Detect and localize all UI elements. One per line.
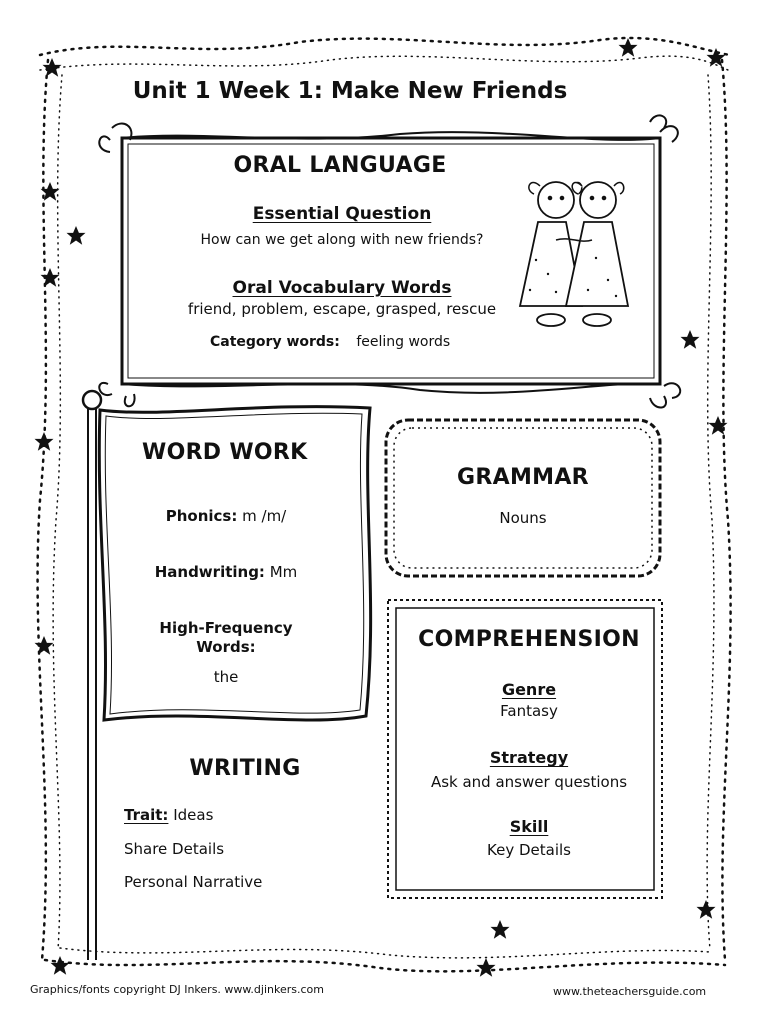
phonics-value: m /m/ <box>242 507 287 525</box>
high-frequency-label <box>126 619 326 657</box>
high-frequency-value: the <box>213 668 239 686</box>
handwriting-row <box>126 563 326 581</box>
trait-label: Trait: <box>124 806 169 824</box>
essential-question-text: How can we get along with new friends? <box>200 232 484 248</box>
skill-label: Skill <box>509 817 549 836</box>
footer-website: www.theteachersguide.com <box>553 985 707 998</box>
comprehension-heading: COMPREHENSION <box>418 627 640 652</box>
handwriting-value: Mm <box>269 563 298 581</box>
essential-question-label: Essential Question <box>252 204 432 224</box>
oral-vocabulary-label: Oral Vocabulary Words <box>232 278 452 298</box>
writing-heading: WRITING <box>189 756 301 781</box>
strategy-value: Ask and answer questions <box>430 773 628 791</box>
writing-line-share-details: Share Details <box>124 840 225 858</box>
category-words-value: feeling words <box>356 334 451 350</box>
writing-line-personal-narrative: Personal Narrative <box>124 873 263 891</box>
trait-value: Ideas <box>173 806 214 824</box>
footer-copyright: Graphics/fonts copyright DJ Inkers. www.djinkers.com <box>30 983 324 996</box>
page-title: Unit 1 Week 1: Make New Friends <box>132 78 568 104</box>
genre-label: Genre <box>501 680 557 699</box>
phonics-label: Phonics: <box>165 507 238 525</box>
high-frequency-label-line1: High-Frequency <box>159 619 293 637</box>
word-work-heading: WORD WORK <box>142 440 308 465</box>
oral-language-heading: ORAL LANGUAGE <box>233 153 447 178</box>
two-girls-hugging-clipart-icon <box>520 182 628 326</box>
grammar-heading: GRAMMAR <box>457 465 589 490</box>
genre-value: Fantasy <box>500 702 558 720</box>
phonics-row <box>126 507 326 525</box>
high-frequency-label-line2: Words: <box>196 638 256 656</box>
handwriting-label: Handwriting: <box>154 563 265 581</box>
category-words-row <box>210 334 510 350</box>
category-words-label: Category words: <box>210 334 340 350</box>
grammar-value: Nouns <box>499 509 547 527</box>
skill-value: Key Details <box>487 841 571 859</box>
strategy-label: Strategy <box>489 748 569 767</box>
oral-vocabulary-words: friend, problem, escape, grasped, rescue <box>187 300 497 318</box>
trait-row <box>124 806 344 824</box>
grammar-frame-icon <box>386 420 660 576</box>
